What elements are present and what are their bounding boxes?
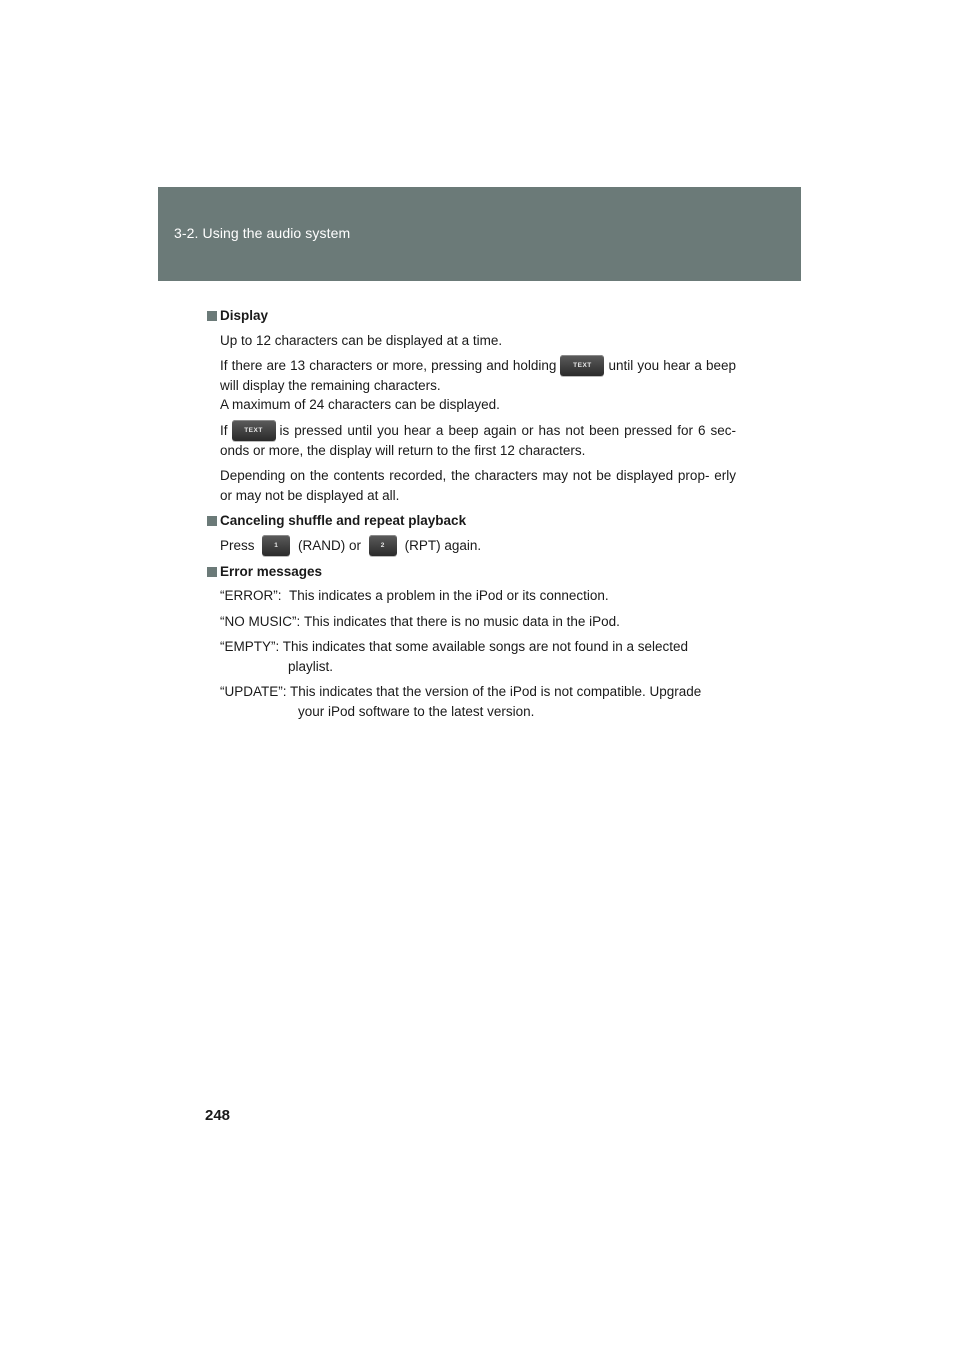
section-header-bar xyxy=(158,187,801,281)
square-bullet-icon xyxy=(207,567,217,577)
error-label: “ERROR”: xyxy=(220,588,282,604)
press-text: Press xyxy=(220,537,255,553)
rpt-text: (RPT) again. xyxy=(404,537,482,553)
display-para-2-line2: A maximum of 24 characters can be displayed. xyxy=(220,397,500,413)
error-desc-continued: your iPod software to the latest version. xyxy=(298,703,535,719)
error-desc-continued: playlist. xyxy=(288,658,334,674)
canceling-heading-text: Canceling shuffle and repeat playback xyxy=(220,513,467,529)
error-desc: This indicates that some available songs are not found in a selected xyxy=(282,639,689,655)
error-item-no-music xyxy=(205,612,736,632)
rand-text: (RAND) or xyxy=(298,537,362,553)
error-label: “EMPTY”: xyxy=(220,639,280,655)
display-para-3-before: If xyxy=(220,422,228,438)
error-label: “UPDATE”: xyxy=(220,684,287,700)
square-bullet-icon xyxy=(207,311,217,321)
square-bullet-icon xyxy=(207,516,217,526)
display-heading-text: Display xyxy=(220,308,269,323)
section-title: 3-2. Using the audio system xyxy=(174,225,351,241)
errors-heading-text: Error messages xyxy=(220,563,323,579)
errors-heading xyxy=(205,562,736,582)
text-button-icon: TEXT xyxy=(232,420,276,441)
error-item-error xyxy=(205,586,736,606)
error-desc: This indicates that the version of the iPod is not compatible. Upgrade xyxy=(290,684,702,700)
display-para-4: Depending on the contents recorded, the characters may not be displayed prop- erly or may not be displayed at all. xyxy=(220,468,736,503)
error-desc: This indicates a problem in the iPod or its connection. xyxy=(289,588,609,604)
display-para-3-after: is pressed until you hear a beep again or has not been pressed for 6 sec- onds or more, the display will return to the first 12 characters. xyxy=(220,422,736,458)
error-item-empty xyxy=(205,637,736,676)
canceling-para xyxy=(205,536,736,556)
error-desc: This indicates that there is no music data in the iPod. xyxy=(304,613,620,629)
preset-1-button-icon: 1 xyxy=(262,535,290,556)
page-content xyxy=(205,306,736,727)
page-number: 248 xyxy=(205,1107,231,1124)
display-para-3 xyxy=(205,421,736,460)
text-button-icon: TEXT xyxy=(560,355,604,376)
display-heading xyxy=(205,306,736,326)
error-label: “NO MUSIC”: xyxy=(220,613,301,629)
error-item-update xyxy=(205,682,736,721)
display-para-2-before: If there are 13 characters or more, pressing and holding xyxy=(220,358,557,373)
display-para-2 xyxy=(205,356,736,415)
display-para-2-after: until you hear a beep will display the remaining characters. xyxy=(220,358,736,393)
canceling-heading xyxy=(205,511,736,531)
preset-2-button-icon: 2 xyxy=(369,535,397,556)
display-para-1: Up to 12 characters can be displayed at a time. xyxy=(220,332,503,348)
